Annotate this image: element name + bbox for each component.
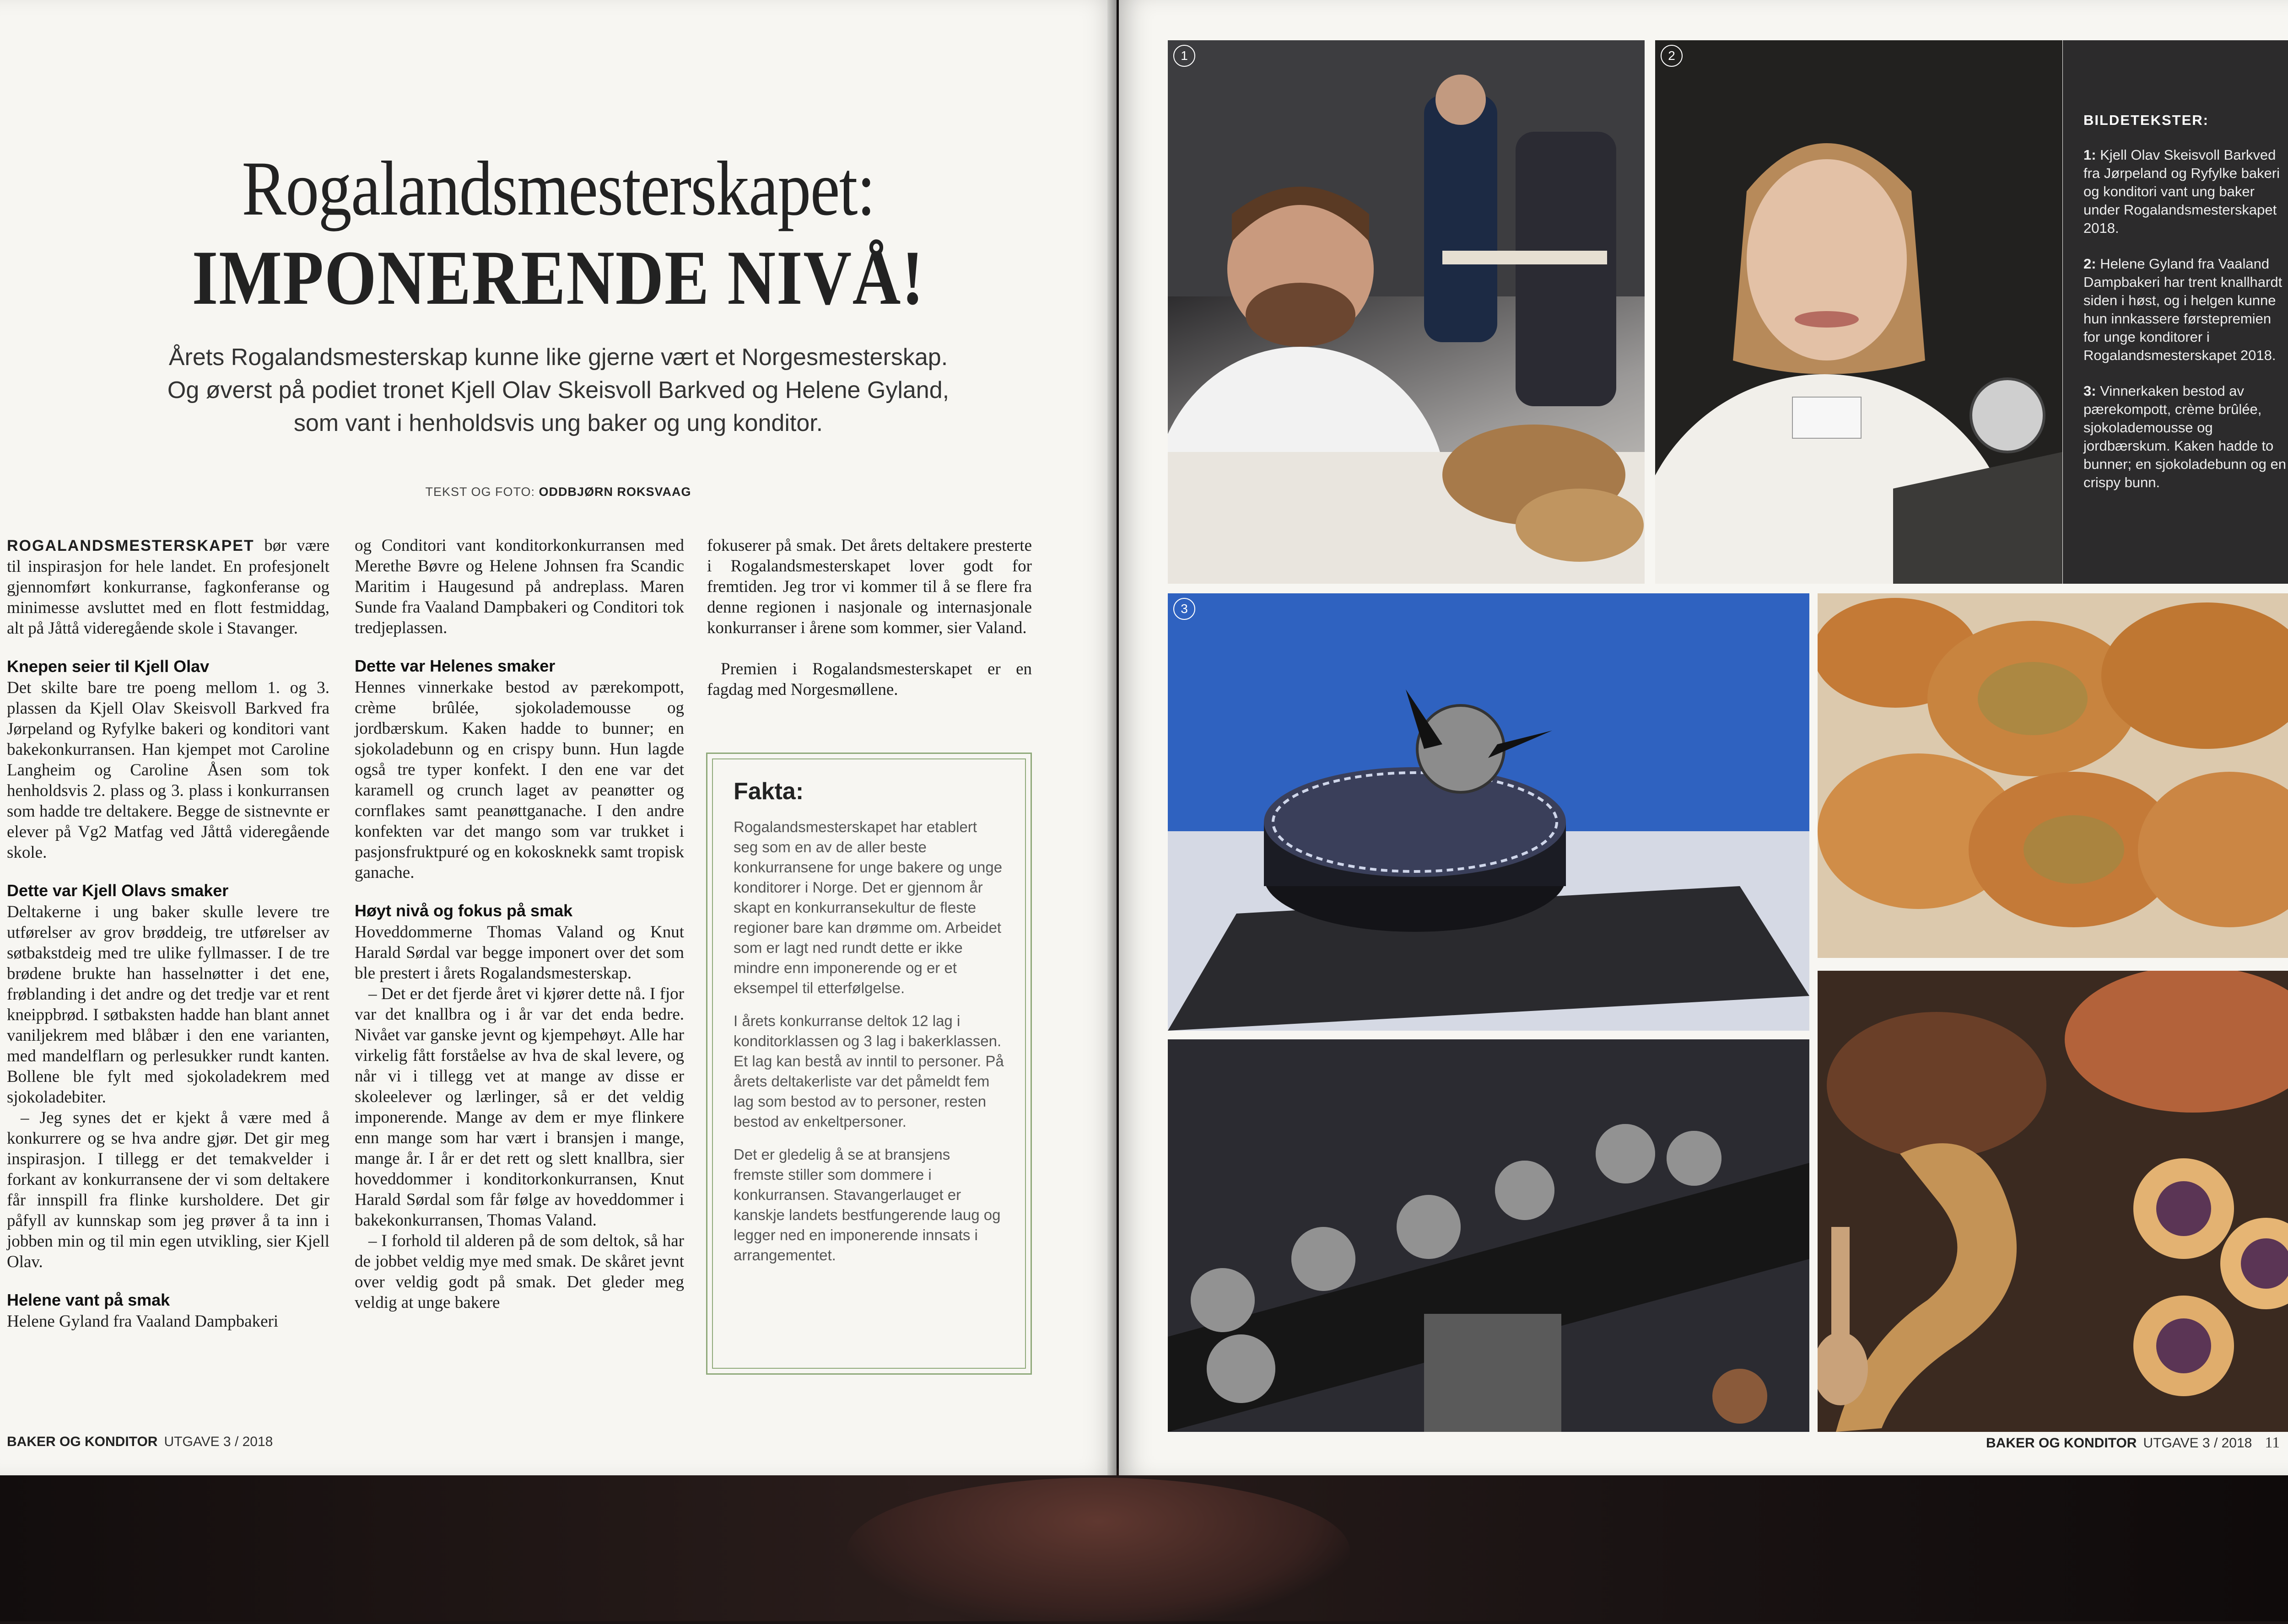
article-column-3 (707, 535, 1032, 700)
photo-number-3: 3 (1173, 598, 1195, 620)
caption-3-text: Vinnerkaken bestod av pærekompott, crème brûlée, sjokolademousse og jordbærskum. Kaken hadde to bunner; en sjokoladebunn og en crispy bunn. (2083, 383, 2286, 490)
footer-magazine-name: BAKER OG KONDITOR (7, 1434, 158, 1449)
footer-right-magazine-name: BAKER OG KONDITOR (1986, 1436, 2137, 1451)
paragraph-p4b: og Conditori vant konditorkonkurransen med Merethe Bøvre og Helene Johnsen fra Scandic Maritim i Haugesund på andreplass. Maren Sunde fra Vaaland Dampbakeri og Conditori tok tredjeplassen. (355, 536, 684, 637)
left-page (0, 0, 1117, 1475)
photo-cinnamon-buns (1818, 593, 2288, 958)
photo-konfekt (1168, 1039, 1809, 1432)
paragraph-p6: Hoveddommerne Thomas Valand og Knut Harald Sørdal var begge imponert over det som ble prestert i årets Rogalandsmesterskap. (355, 923, 684, 983)
paragraph-p9: fokuserer på smak. Det årets deltakere presterte i Rogalandsmesterskapet lover godt for fremtiden. Jeg tror vi kommer til å se flere fra denne regionen i nasjonale og internasjonale konkurranser i årene som kommer, sier Valand. (707, 536, 1032, 637)
caption-2-number: 2: (2083, 256, 2096, 272)
headline-line2: IMPONERENDE NIVÅ! (192, 235, 925, 321)
subheading-hoyt-niva: Høyt nivå og fokus på smak (355, 901, 573, 920)
subheading-kjell-olav-smaker: Dette var Kjell Olavs smaker (7, 881, 229, 900)
article-column-1 (7, 535, 329, 1332)
photo-baker-portrait (1168, 40, 1645, 584)
konditor-portrait-illustration (1655, 40, 2062, 584)
headline-line1: Rogalandsmesterskapet: (242, 145, 875, 231)
intro-caps: ROGALANDSMESTERSKAPET (7, 537, 254, 554)
footer-left (7, 1434, 273, 1450)
byline (0, 485, 1117, 499)
intro-text: bør være til inspirasjon for hele landet. En profesjonelt gjennomført konkurranse, fagkonferanse og minimesse avsluttet med en flott festmiddag, alt på Jåttå videregående skole i Stavanger. (7, 536, 329, 638)
photo-bread-display (1818, 971, 2288, 1432)
bread-display-illustration (1818, 971, 2288, 1432)
paragraph-p5: Hennes vinnerkake bestod av pærekompott, crème brûlée, sjokolademousse og jordbærskum. Kaken hadde to bunner; en sjokoladebunn og en crispy bunn. Hun lagde også tre typer konfekt. I den ene var det karamell og crunch laget av peanøtter og cornflakes samt peanøttganache. I den andre konfekten var det mango som var trukket i pasjonsfruktpuré og en kokosknekk samt tropisk ganache. (355, 678, 684, 882)
caption-3-number: 3: (2083, 383, 2096, 399)
paragraph-p1: Det skilte bare tre poeng mellom 1. og 3. plassen da Kjell Olav Skeisvoll Barkved fra Jørpeland og Ryfylke bakeri og konditori vant bakekonkurransen. Han kjempet mot Caroline Langheim og Caroline Åsen som tok henholdsvis 2. plass og 3. plass i konkurransen som hadde tre deltakere. Begge de sistnevnte er elever på Vg2 Matfag ved Jåttå videregående skole. (7, 678, 329, 862)
photo-winning-cake (1168, 593, 1809, 1031)
konfekt-illustration (1168, 1039, 1809, 1432)
lede-paragraph: Årets Rogalandsmesterskap kunne like gjerne vært et Norgesmesterskap. Og øverst på podiet tronet Kjell Olav Skeisvoll Barkved og Helene Gyland, som vant i henholdsvis ung baker og ung konditor. (167, 344, 950, 436)
fakta-p3: Det er gledelig å se at bransjens fremste stiller som dommere i konkurransen. Stavangerlauget er kanskje landets bestfungerende laug og legger ned en imponerende innsats i arrangementet. (734, 1146, 1001, 1264)
footer-right (1986, 1434, 2280, 1452)
paragraph-p4a: Helene Gyland fra Vaaland Dampbakeri (7, 1312, 279, 1331)
caption-2-text: Helene Gyland fra Vaaland Dampbakeri har trent knallhardt siden i høst, og i helgen kunne hun innkassere førstepremien for unge konditorer i Rogalandsmesterskapet 2018. (2083, 256, 2283, 363)
fakta-title: Fakta: (734, 778, 804, 805)
subheading-helenes-smaker: Dette var Helenes smaker (355, 656, 556, 675)
caption-2 (2083, 255, 2288, 365)
captions-box (2063, 40, 2288, 584)
captions-heading: BILDETEKSTER: (2083, 112, 2209, 128)
caption-1-text: Kjell Olav Skeisvoll Barkved fra Jørpeland og Ryfylke bakeri og konditori vant ung baker under Rogalandsmesterskapet 2018. (2083, 147, 2280, 236)
paragraph-p7: – Det er det fjerde året vi kjører dette nå. I fjor var det knallbra og i år var det enda bedre. Nivået var ganske jevnt og kjempehøyt. Alle har virkelig fått forståelse av hva de skal levere, og når vi i tillegg vet at mange av disse er skoleelever og lærlinger, så er det veldig imponerende. Mange av dem er mye flinkere enn mange som har vært i bransjen i mange, mange år. I år er det rett og slett knallbra, sier hoveddommer i konditorkonkurransen, Knut Harald Sørdal som får følge av hoveddommer i bakekonkurransen, Thomas Valand. (355, 984, 684, 1230)
caption-3 (2083, 382, 2288, 492)
paragraph-p8: – I forhold til alderen på de som deltok, så har de jobbet veldig mye med smak. De skåret jevnt over veldig godt på smak. Det gleder meg veldig at unge bakere (355, 1231, 684, 1312)
paragraph-p10: Premien i Rogalandsmesterskapet er en fagdag med Norgesmøllene. (707, 660, 1032, 699)
fakta-p1: Rogalandsmesterskapet har etablert seg som en av de aller beste konkurransene for unge bakere og unge konditorer i Norge. Det er gjennom år skapt en konkurransekultur de fleste regioner bare kan drømme om. Arbeidet som er lagt ned rundt dette er ikke mindre enn imponerende og er et eksempel til etterfølgelse. (734, 818, 1003, 996)
article-column-2 (355, 535, 684, 1313)
winning-cake-illustration (1168, 593, 1809, 1031)
photo-konditor-portrait (1655, 40, 2062, 584)
fakta-p2: I årets konkurranse deltok 12 lag i konditorklassen og 3 lag i bakerklassen. Et lag kan bestå av inntil to personer. På årets deltakerliste var det påmeldt fem lag som bestod av to personer, resten bestod av enkeltpersoner. (734, 1012, 1004, 1130)
hand-holding-magazine (847, 1478, 1350, 1624)
subheading-helene-vant: Helene vant på smak (7, 1291, 170, 1309)
baker-portrait-illustration (1168, 40, 1645, 584)
photo-number-1: 1 (1173, 45, 1195, 67)
page-number: 11 (2265, 1434, 2280, 1451)
caption-1-number: 1: (2083, 147, 2096, 163)
caption-1 (2083, 146, 2288, 237)
footer-issue: UTGAVE 3 / 2018 (164, 1434, 273, 1449)
byline-prefix: TEKST OG FOTO: (425, 485, 535, 499)
intro-paragraph (7, 535, 329, 639)
paragraph-p3: – Jeg synes det er kjekt å være med å konkurrere og se hva andre gjør. Det gir meg inspirasjon. I tillegg er det temakvelder i forkant av konkurransene der vi som deltakere får innspill fra flinke kursholdere. Det gir påfyll av kunnskap som jeg prøver å ta inn i jobben min og til min egen utvikling, sier Kjell Olav. (7, 1108, 329, 1271)
paragraph-p2: Deltakerne i ung baker skulle levere tre utførelser av grov brøddeig, tre utførelser av søtbakstdeig med tre ulike fyllmasser. I de tre brødene brukte han hasselnøtter i det ene, frøblanding i det andre og det tredje var et rent kneippbrød. I søtbaksten hadde han blant annet vaniljekrem med blåbær i den ene varianten, med mandelflarn og perlesukker rundt kanten. Bollene ble fylt med sjokoladekrem med sjokoladebiter. (7, 903, 329, 1107)
subheading-knepen: Knepen seier til Kjell Olav (7, 657, 210, 676)
cinnamon-buns-illustration (1818, 593, 2288, 958)
fakta-inner (712, 758, 1026, 1369)
fakta-box (706, 753, 1032, 1375)
footer-right-issue: UTGAVE 3 / 2018 (2143, 1436, 2252, 1451)
photo-number-2: 2 (1661, 45, 1683, 67)
byline-name: ODDBJØRN ROKSVAAG (539, 485, 691, 499)
